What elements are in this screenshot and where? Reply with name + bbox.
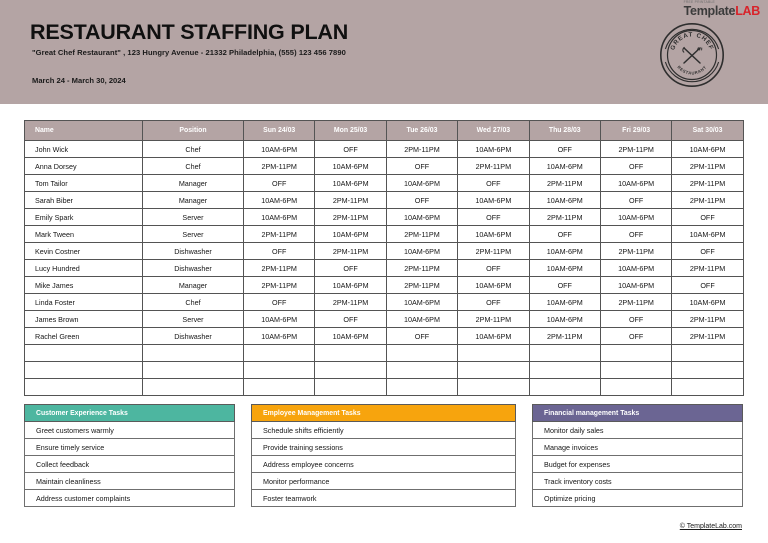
task-card-customer-experience-tasks [24,404,235,507]
shift-cell[interactable]: 10AM-6PM [672,226,743,243]
shift-cell[interactable]: OFF [458,294,529,311]
shift-cell[interactable]: 10AM-6PM [315,226,386,243]
shift-cell[interactable]: OFF [386,192,457,209]
shift-cell[interactable]: 10AM-6PM [600,175,671,192]
list-item[interactable]: Greet customers warmly [24,422,235,439]
employee-name-cell[interactable]: James Brown [25,311,143,328]
schedule-column-header-name[interactable]: Name [25,121,143,141]
table-row [25,209,744,226]
schedule-column-header-tue-26-03[interactable]: Tue 26/03 [386,121,457,141]
shift-cell[interactable]: 2PM-11PM [458,158,529,175]
shift-cell[interactable] [600,345,671,362]
shift-cell[interactable]: 2PM-11PM [458,243,529,260]
shift-cell[interactable] [244,345,315,362]
shift-cell[interactable]: 2PM-11PM [672,311,743,328]
employee-position-cell[interactable]: Dishwasher [143,260,244,277]
shift-cell[interactable]: 2PM-11PM [600,141,671,158]
shift-cell[interactable] [529,362,600,379]
employee-name-cell[interactable]: Mark Tween [25,226,143,243]
list-item[interactable]: Provide training sessions [251,439,516,456]
templatelab-name-template: Template [683,4,736,19]
shift-cell[interactable]: OFF [672,277,743,294]
task-card-employee-management-tasks [251,404,516,507]
employee-name-cell[interactable]: Linda Foster [25,294,143,311]
table-row [25,311,744,328]
employee-position-cell[interactable]: Server [143,311,244,328]
employee-name-cell[interactable] [25,379,143,396]
shift-cell[interactable]: 2PM-11PM [600,243,671,260]
table-row [25,328,744,345]
shift-cell[interactable]: OFF [600,311,671,328]
shift-cell[interactable]: 10AM-6PM [529,243,600,260]
svg-text:RESTAURANT: RESTAURANT [676,64,708,76]
shift-cell[interactable] [315,362,386,379]
shift-cell[interactable]: OFF [600,328,671,345]
list-item[interactable]: Monitor daily sales [532,422,743,439]
employee-position-cell[interactable]: Server [143,226,244,243]
employee-position-cell[interactable]: Manager [143,277,244,294]
shift-cell[interactable]: 10AM-6PM [386,175,457,192]
shift-cell[interactable]: OFF [244,175,315,192]
shift-cell[interactable]: 10AM-6PM [315,158,386,175]
employee-name-cell[interactable]: Lucy Hundred [25,260,143,277]
employee-name-cell[interactable]: Kevin Costner [25,243,143,260]
shift-cell[interactable]: 10AM-6PM [672,294,743,311]
list-item[interactable]: Optimize pricing [532,490,743,507]
shift-cell[interactable]: 2PM-11PM [244,226,315,243]
table-row [25,192,744,209]
shift-cell[interactable] [386,345,457,362]
shift-cell[interactable]: 10AM-6PM [600,260,671,277]
employee-position-cell[interactable]: Manager [143,175,244,192]
employee-name-cell[interactable]: Rachel Green [25,328,143,345]
table-row [25,345,744,362]
table-row [25,141,744,158]
shift-cell[interactable]: 10AM-6PM [600,277,671,294]
list-item[interactable]: Maintain cleanliness [24,473,235,490]
shift-cell[interactable]: 10AM-6PM [244,311,315,328]
shift-cell[interactable]: OFF [386,328,457,345]
schedule-header-row [25,121,744,141]
shift-cell[interactable] [458,362,529,379]
shift-cell[interactable]: 2PM-11PM [315,192,386,209]
list-item[interactable]: Address customer complaints [24,490,235,507]
schedule-table-body [25,141,744,396]
footer-copyright[interactable]: © TemplateLab.com [679,523,742,530]
shift-cell[interactable]: 10AM-6PM [458,277,529,294]
shift-cell[interactable]: 10AM-6PM [315,328,386,345]
employee-name-cell[interactable] [25,362,143,379]
templatelab-logo [684,1,760,18]
table-row [25,175,744,192]
list-item[interactable]: Manage invoices [532,439,743,456]
shift-cell[interactable]: OFF [529,277,600,294]
list-item[interactable]: Track inventory costs [532,473,743,490]
table-row [25,362,744,379]
task-card-financial-management-tasks [532,404,743,507]
table-row [25,277,744,294]
schedule-column-header-thu-28-03[interactable]: Thu 28/03 [529,121,600,141]
task-cards-section [24,404,743,507]
schedule-column-header-position[interactable]: Position [143,121,244,141]
shift-cell[interactable]: 10AM-6PM [386,294,457,311]
employee-position-cell[interactable]: Dishwasher [143,328,244,345]
list-item[interactable]: Foster teamwork [251,490,516,507]
shift-cell[interactable] [600,362,671,379]
employee-name-cell[interactable]: Mike James [25,277,143,294]
shift-cell[interactable] [244,362,315,379]
shift-cell[interactable]: 10AM-6PM [529,311,600,328]
employee-name-cell[interactable]: Anna Dorsey [25,158,143,175]
shift-cell[interactable] [529,345,600,362]
shift-cell[interactable]: 2PM-11PM [672,260,743,277]
shift-cell[interactable] [458,345,529,362]
shift-cell[interactable]: 10AM-6PM [244,328,315,345]
shift-cell[interactable]: 2PM-11PM [386,260,457,277]
shift-cell[interactable]: OFF [600,226,671,243]
templatelab-name-lab: LAB [735,4,760,19]
schedule-column-header-mon-25-03[interactable]: Mon 25/03 [315,121,386,141]
shift-cell[interactable]: 10AM-6PM [315,277,386,294]
shift-cell[interactable]: 2PM-11PM [600,294,671,311]
staffing-schedule-table [24,120,744,396]
shift-cell[interactable]: 10AM-6PM [600,209,671,226]
shift-cell[interactable] [315,379,386,396]
shift-cell[interactable]: 2PM-11PM [672,328,743,345]
shift-cell[interactable]: OFF [529,226,600,243]
task-card-title: Financial management Tasks [532,404,743,422]
list-item[interactable]: Schedule shifts efficiently [251,422,516,439]
employee-position-cell[interactable] [143,379,244,396]
shift-cell[interactable]: OFF [244,294,315,311]
schedule-column-header-fri-29-03[interactable]: Fri 29/03 [600,121,671,141]
list-item[interactable]: Address employee concerns [251,456,516,473]
shift-cell[interactable]: 2PM-11PM [672,175,743,192]
table-row [25,260,744,277]
employee-position-cell[interactable]: Chef [143,294,244,311]
table-row [25,226,744,243]
shift-cell[interactable]: OFF [386,158,457,175]
shift-cell[interactable]: 10AM-6PM [529,294,600,311]
shift-cell[interactable]: OFF [315,141,386,158]
shift-cell[interactable]: OFF [315,311,386,328]
shift-cell[interactable]: OFF [600,158,671,175]
employee-position-cell[interactable]: Dishwasher [143,243,244,260]
employee-name-cell[interactable]: Sarah Biber [25,192,143,209]
employee-name-cell[interactable]: John Wick [25,141,143,158]
shift-cell[interactable]: 2PM-11PM [529,175,600,192]
list-item[interactable]: Collect feedback [24,456,235,473]
header-band [0,0,768,104]
shift-cell[interactable]: 10AM-6PM [529,158,600,175]
shift-cell[interactable]: OFF [672,209,743,226]
employee-position-cell[interactable] [143,362,244,379]
shift-cell[interactable] [386,362,457,379]
table-row [25,243,744,260]
employee-position-cell[interactable]: Manager [143,192,244,209]
employee-position-cell[interactable]: Chef [143,158,244,175]
shift-cell[interactable] [458,379,529,396]
page-title: RESTAURANT STAFFING PLAN [30,20,349,44]
task-card-title: Customer Experience Tasks [24,404,235,422]
employee-name-cell[interactable]: Tom Tailor [25,175,143,192]
shift-cell[interactable]: 10AM-6PM [244,209,315,226]
restaurant-address-line: "Great Chef Restaurant" , 123 Hungry Avenue - 21332 Philadelphia, (555) 123 456 7890 [32,48,346,57]
employee-name-cell[interactable] [25,345,143,362]
shift-cell[interactable]: 2PM-11PM [386,277,457,294]
shift-cell[interactable]: OFF [315,260,386,277]
shift-cell[interactable]: OFF [458,209,529,226]
shift-cell[interactable] [386,379,457,396]
task-card-title: Employee Management Tasks [251,404,516,422]
shift-cell[interactable]: OFF [458,260,529,277]
shift-cell[interactable]: 2PM-11PM [315,209,386,226]
list-item[interactable]: Monitor performance [251,473,516,490]
shift-cell[interactable] [672,345,743,362]
shift-cell[interactable]: OFF [244,243,315,260]
schedule-column-header-wed-27-03[interactable]: Wed 27/03 [458,121,529,141]
shift-cell[interactable]: 10AM-6PM [244,192,315,209]
schedule-column-header-sun-24-03[interactable]: Sun 24/03 [244,121,315,141]
list-item[interactable]: Budget for expenses [532,456,743,473]
employee-position-cell[interactable] [143,345,244,362]
shift-cell[interactable]: 10AM-6PM [386,243,457,260]
table-row [25,294,744,311]
crossed-fork-knife-icon [659,22,725,88]
shift-cell[interactable] [529,379,600,396]
shift-cell[interactable]: 2PM-11PM [672,192,743,209]
svg-text:GREAT CHEF: GREAT CHEF [669,31,715,52]
shift-cell[interactable]: 10AM-6PM [244,141,315,158]
shift-cell[interactable]: 10AM-6PM [529,260,600,277]
shift-cell[interactable]: 2PM-11PM [315,294,386,311]
shift-cell[interactable] [600,379,671,396]
table-row [25,379,744,396]
shift-cell[interactable]: OFF [529,141,600,158]
shift-cell[interactable] [315,345,386,362]
shift-cell[interactable]: 2PM-11PM [529,328,600,345]
shift-cell[interactable] [672,362,743,379]
shift-cell[interactable]: 2PM-11PM [244,260,315,277]
staffing-schedule-table-container [24,120,743,396]
date-range-label: March 24 - March 30, 2024 [32,76,126,85]
shift-cell[interactable]: 10AM-6PM [458,141,529,158]
employee-position-cell[interactable]: Server [143,209,244,226]
shift-cell[interactable]: 2PM-11PM [386,226,457,243]
shift-cell[interactable]: 2PM-11PM [315,243,386,260]
shift-cell[interactable]: 10AM-6PM [386,311,457,328]
shift-cell[interactable]: 2PM-11PM [244,277,315,294]
shift-cell[interactable]: 2PM-11PM [458,311,529,328]
shift-cell[interactable]: 2PM-11PM [244,158,315,175]
shift-cell[interactable]: 2PM-11PM [386,141,457,158]
employee-name-cell[interactable]: Emily Spark [25,209,143,226]
shift-cell[interactable] [244,379,315,396]
list-item[interactable]: Ensure timely service [24,439,235,456]
shift-cell[interactable]: 10AM-6PM [458,226,529,243]
schedule-table-header [25,121,744,141]
table-row [25,158,744,175]
shift-cell[interactable]: 10AM-6PM [458,192,529,209]
shift-cell[interactable]: 10AM-6PM [672,141,743,158]
great-chef-badge-logo [659,22,725,88]
shift-cell[interactable]: 2PM-11PM [672,158,743,175]
templatelab-tagline: FREE PRINTABLE [683,0,716,4]
shift-cell[interactable]: 10AM-6PM [458,328,529,345]
shift-cell[interactable]: 2PM-11PM [529,209,600,226]
shift-cell[interactable]: OFF [600,192,671,209]
shift-cell[interactable]: OFF [672,243,743,260]
employee-position-cell[interactable]: Chef [143,141,244,158]
shift-cell[interactable]: 10AM-6PM [386,209,457,226]
shift-cell[interactable]: OFF [458,175,529,192]
shift-cell[interactable]: 10AM-6PM [529,192,600,209]
shift-cell[interactable] [672,379,743,396]
schedule-column-header-sat-30-03[interactable]: Sat 30/03 [672,121,743,141]
shift-cell[interactable]: 10AM-6PM [315,175,386,192]
